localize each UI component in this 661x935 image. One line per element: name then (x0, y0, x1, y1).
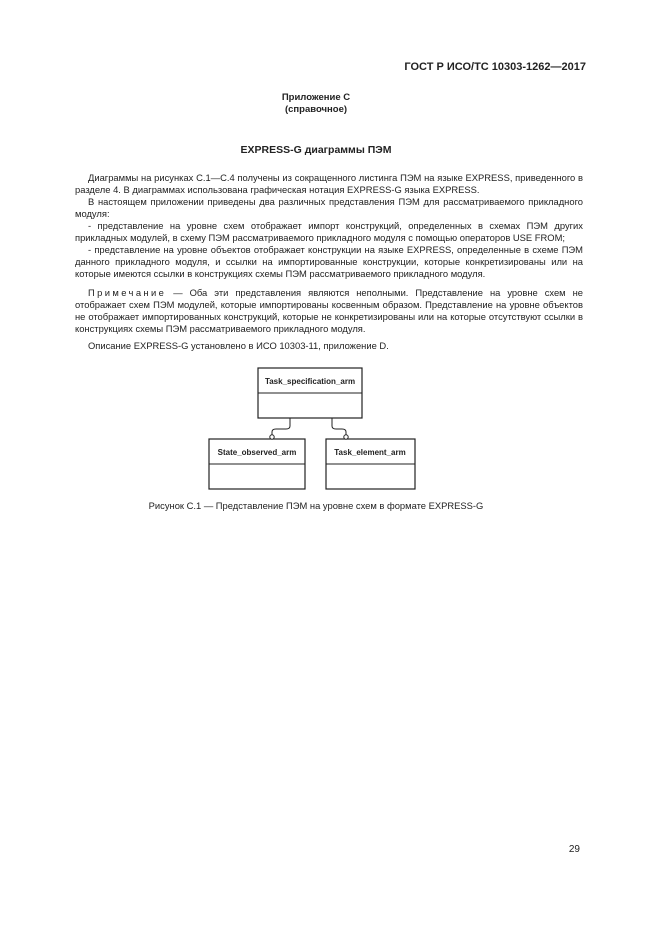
note-label: Примечание (88, 287, 167, 298)
paragraph-views: В настоящем приложении приведены два различных представления ПЭМ для рассматриваемого прикладного модуля: (75, 196, 583, 219)
description-paragraph: Описание EXPRESS-G установлено в ИСО 10303-11, приложение D. (88, 340, 389, 351)
connector-right-end (344, 435, 348, 439)
paragraph-intro: Диаграммы на рисунках С.1—С.4 получены из сокращенного листинга ПЭМ на языке EXPRESS, приведенного в разделе 4. В диаграммах использована графическая нотация EXPRESS-G языка EXPRESS. (75, 172, 583, 195)
schema-left-label: State_observed_arm (217, 448, 297, 457)
section-title: EXPRESS-G диаграммы ПЭМ (240, 144, 392, 156)
schema-right-label: Task_element_arm (334, 448, 406, 457)
paragraph-entity-level: - представление на уровне объектов отображает конструкции на языке EXPRESS, определенные в схеме ПЭМ данного прикладного модуля, и ссылки на импортированные конструкции, которые конкретизированы или на которые имеются ссылки в конструкциях схемы ПЭМ рассматриваемого прикладного модуля. (75, 244, 583, 279)
note-text: Оба эти представления являются неполными. Представление на уровне схем не отображает схем ПЭМ модулей, которые импортированы косвенным образом. Представление на уровне объектов не отображает импортированных конструкций, которые не конкретизированы или на которые отсутствуют ссылки в конструкциях схемы ПЭМ рассматриваемого прикладного модуля. (75, 287, 583, 334)
annex-subtitle: (справочное) (284, 104, 348, 115)
paragraph-schema-level: - представление на уровне схем отображает импорт конструкций, определенных в схемах ПЭМ других прикладных модулей, в схему ПЭМ рассматриваемого прикладного модуля с помощью операторов USE FROM; (75, 220, 583, 243)
schema-box-top (258, 368, 362, 418)
connector-right (332, 418, 346, 436)
schema-box-right (326, 439, 415, 489)
figure-caption: Рисунок С.1 — Представление ПЭМ на уровне схем в формате EXPRESS-G (148, 500, 484, 511)
connector-left (272, 418, 290, 436)
annex-title: Приложение С (281, 92, 351, 103)
schema-top-label: Task_specification_arm (264, 377, 356, 386)
note-paragraph (75, 287, 583, 335)
document-header: ГОСТ Р ИСО/ТС 10303-1262—2017 (404, 61, 586, 73)
body-paragraphs (75, 172, 583, 280)
page-number: 29 (568, 844, 580, 855)
schema-box-left (209, 439, 305, 489)
express-g-diagram (0, 360, 661, 500)
note-dash: — (166, 287, 190, 298)
connector-left-end (270, 435, 274, 439)
